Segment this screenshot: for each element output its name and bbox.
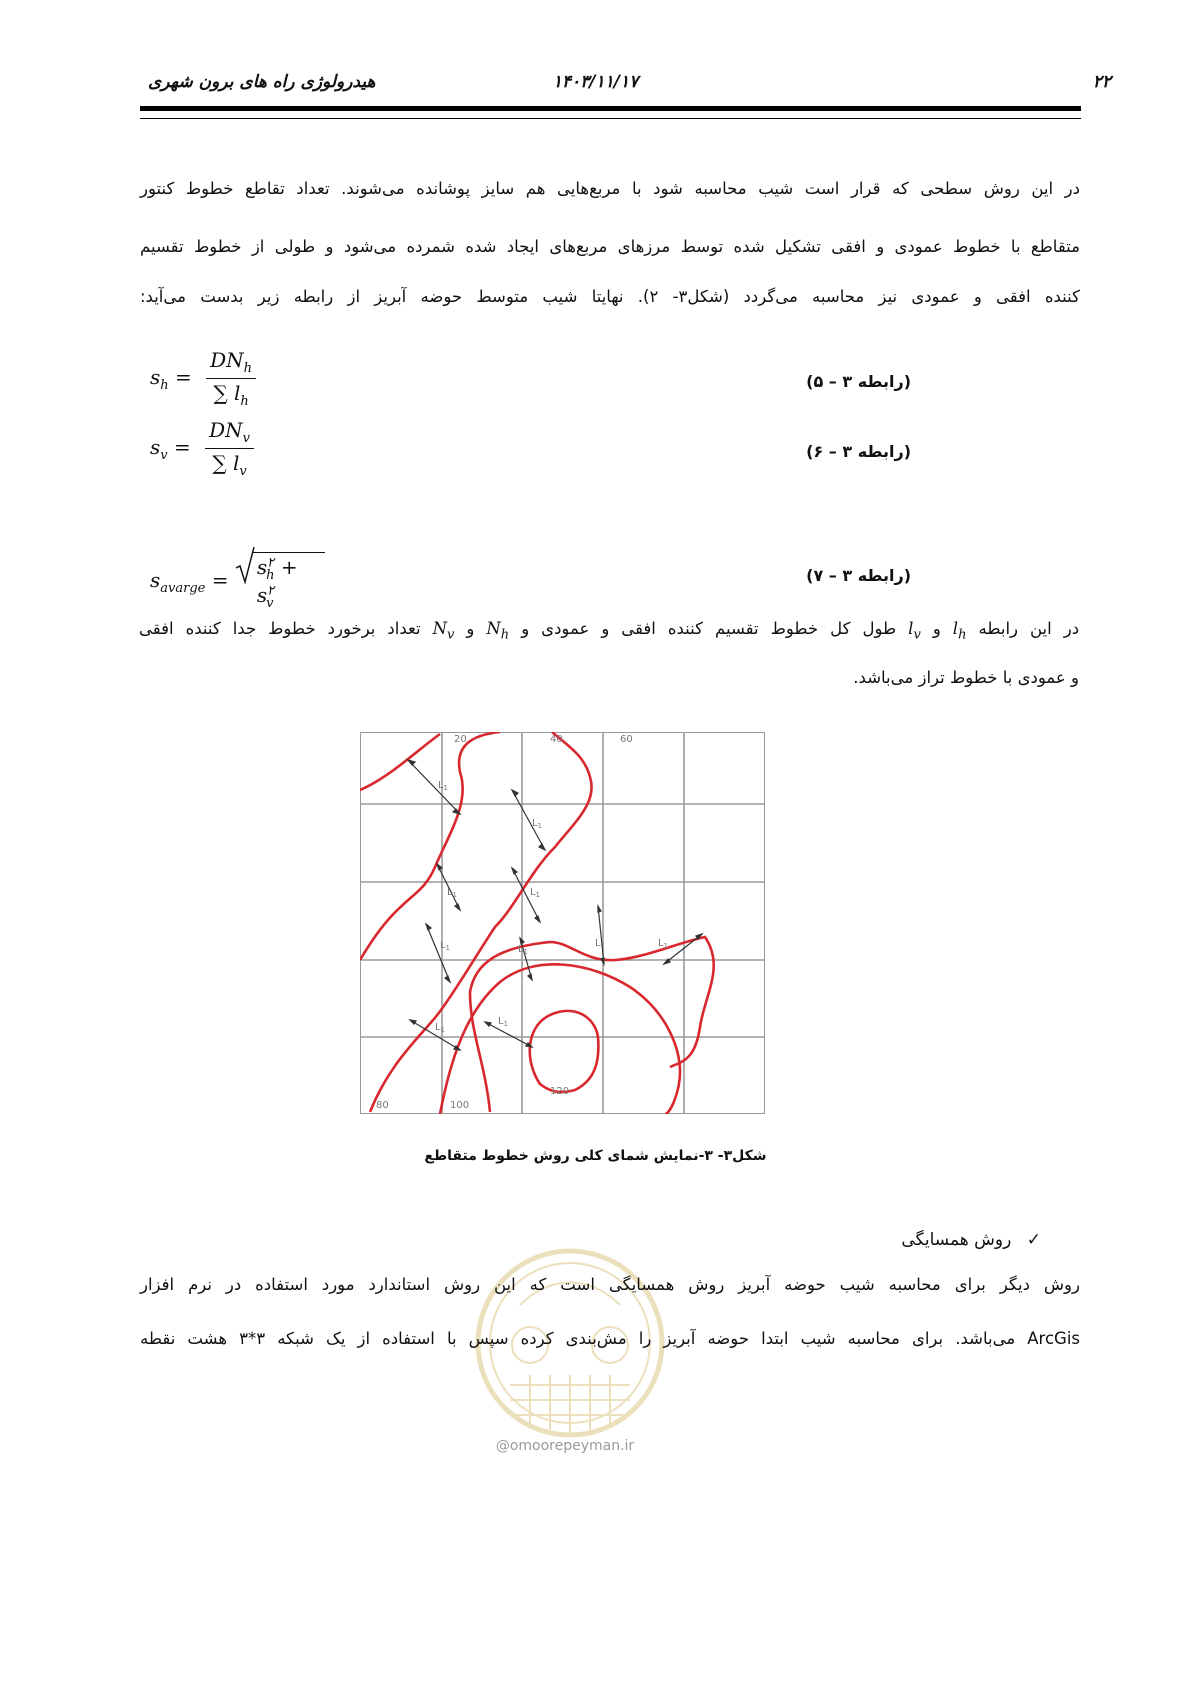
watermark-text: @omoorepeyman.ir bbox=[495, 1438, 635, 1454]
equation-7-label: (رابطه ۳ – ۷) bbox=[806, 566, 911, 585]
contour-label-120: 120 bbox=[550, 1086, 570, 1097]
l-label-9: $L_1$ bbox=[434, 1022, 445, 1034]
header-rule-thin bbox=[140, 118, 1081, 119]
paragraph-1-line-3: کننده افقی و عمودی نیز محاسبه می‌گردد (شکل۳- ۲). نهایتا شیب متوسط حوضه آبریز از رابطه زیر بدست می‌آید: bbox=[140, 287, 1080, 306]
l-label-4: $L_1$ bbox=[529, 887, 540, 899]
l-label-8: $L_1$ bbox=[657, 938, 668, 950]
l-label-5: $L_1$ bbox=[439, 940, 450, 952]
header-rule-thick bbox=[140, 106, 1081, 111]
page-number: ۲۲ bbox=[1092, 72, 1111, 92]
section-title: روش همسایگی bbox=[901, 1230, 1012, 1250]
l-label-7: $L_1$ bbox=[594, 938, 605, 950]
figure-frame bbox=[360, 732, 765, 1114]
equation-6: $s_v$ = $\frac{DN_v}{\sum l_v}$ bbox=[150, 418, 254, 479]
contour-grid-figure bbox=[360, 732, 765, 1114]
section-heading bbox=[901, 1230, 1041, 1250]
paragraph-3-line-1: روش دیگر برای محاسبه شیب حوضه آبریز روش همسایگی است که این روش استاندارد مورد استفاده در نرم افزار bbox=[140, 1275, 1080, 1294]
paragraph-1-line-1: در این روش سطحی که قرار است شیب محاسبه شود با مربع‌هایی هم سایز پوشانده می‌شوند. تعداد تقاطع خطوط کنتور bbox=[140, 179, 1080, 198]
paragraph-2-line-1: در این رابطه $l_h$ و $l_v$ طول کل خطوط تقسیم کننده افقی و عمودی و $N_h$ و $N_v$ تعداد برخورد خطوط جدا کننده افقی bbox=[139, 619, 1080, 643]
paragraph-1-line-2: متقاطع با خطوط عمودی و افقی تشکیل شده توسط مرزهای مربع‌های ایجاد شده شمرده می‌شود و طولی از خطوط تقسیم bbox=[140, 237, 1080, 256]
equation-6-label: (رابطه ۳ – ۶) bbox=[806, 442, 911, 461]
equation-5: $s_h$ = $\frac{DN_h}{\sum l_h}$ bbox=[150, 348, 256, 409]
l-label-6: $L_1$ bbox=[517, 944, 528, 956]
l-label-1: $L_1$ bbox=[437, 780, 448, 792]
sqrt-symbol-icon bbox=[235, 546, 255, 584]
contour-label-40: 40 bbox=[550, 734, 563, 745]
paragraph-3-line-2: ArcGis می‌باشد. برای محاسبه شیب ابتدا حوضه آبریز را مش‌بندی کرده سپس با استفاده از یک شبکه ۳*۳ هشت نقطه bbox=[140, 1329, 1080, 1348]
l-label-2: $L_1$ bbox=[531, 818, 542, 830]
header-date: ۱۴۰۳/۱۱/۱۷ bbox=[552, 72, 639, 92]
contour-label-80: 80 bbox=[376, 1100, 389, 1111]
contour-label-100: 100 bbox=[450, 1100, 470, 1111]
equation-7: $s_{avarge}$ = $s^۲_h + s^۲_v$ bbox=[150, 552, 325, 611]
equation-5-label: (رابطه ۳ – ۵) bbox=[806, 372, 911, 391]
contour-label-20: 20 bbox=[454, 734, 467, 745]
contour-label-60: 60 bbox=[620, 734, 633, 745]
header-title: هیدرولوژی راه های برون شهری bbox=[148, 72, 376, 92]
checkmark-icon: ✓ bbox=[1026, 1230, 1041, 1250]
l-label-3: $L_1$ bbox=[446, 887, 457, 899]
figure-caption: شکل۳- ۳-نمایش شمای کلی روش خطوط متقاطع bbox=[424, 1148, 767, 1164]
l-label-10: $L_1$ bbox=[497, 1016, 508, 1028]
paragraph-2-line-2: و عمودی با خطوط تراز می‌باشد. bbox=[853, 668, 1079, 687]
